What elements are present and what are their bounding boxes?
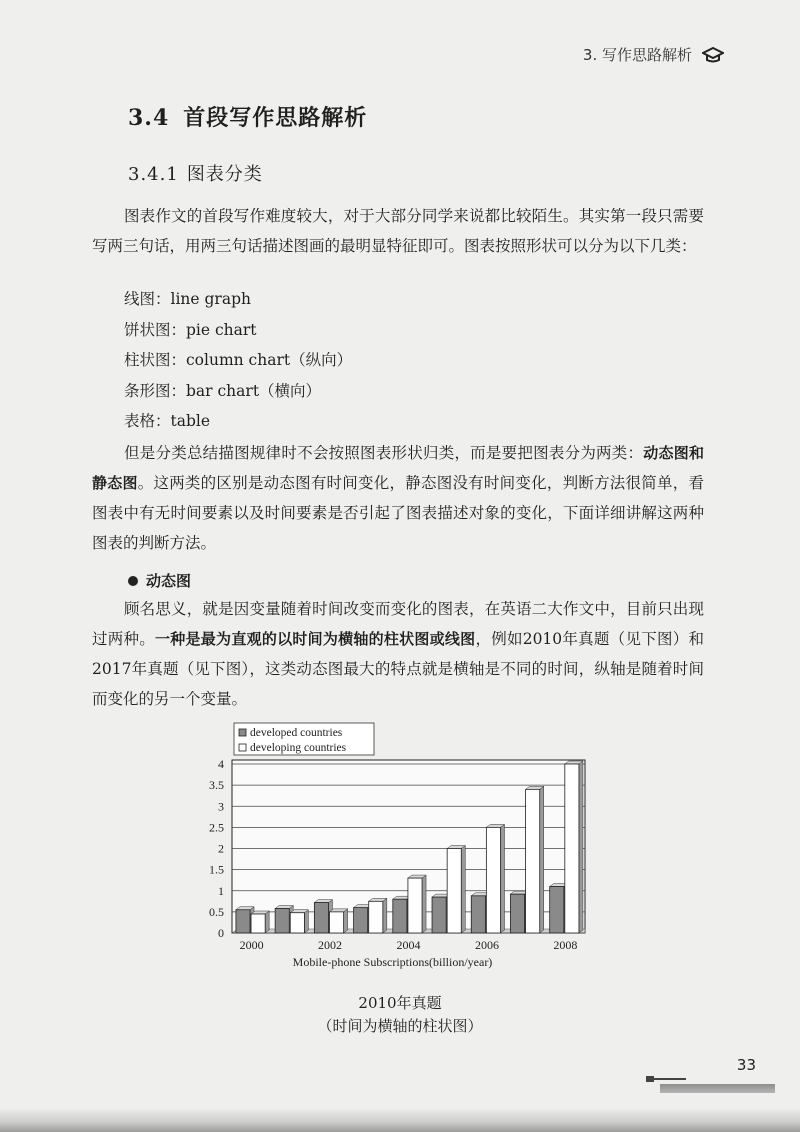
bar-developed: [510, 894, 524, 933]
x-tick-label: 2002: [318, 938, 343, 952]
paragraph-text: ，例如2010年真题（见下图）和2017年真题（见下图），这类动态图最大的特点就是横轴是不同的时间，纵轴是随着时间而变化的另一个变量。: [92, 630, 704, 708]
bar-developed: [354, 908, 368, 933]
y-tick-label: 1: [218, 883, 224, 898]
bar-developed: [471, 896, 485, 933]
bar-developed: [393, 899, 407, 933]
x-tick-label: 2004: [396, 938, 421, 952]
bar-developing: [290, 913, 304, 933]
figure-subcaption: （时间为横轴的柱状图）: [317, 1017, 483, 1035]
paragraph-classification: [92, 438, 704, 558]
x-tick-label: 2000: [239, 938, 264, 952]
bullet-heading: [128, 570, 191, 591]
legend-label: developing countries: [250, 742, 347, 754]
running-title: 3. 写作思路解析: [582, 46, 692, 64]
subsection-number: 3.4.1: [128, 164, 179, 185]
section-title: [128, 101, 367, 132]
bar-developed: [236, 910, 250, 933]
bar-side: [383, 898, 387, 933]
bar-side: [265, 911, 269, 933]
paragraph-text: 但是分类总结描图规律时不会按照图表形状归类，而是要把图表分为两类：: [124, 444, 644, 462]
x-tick-label: 2008: [553, 938, 578, 952]
bar-side: [344, 909, 348, 933]
subsection-title-text: 图表分类: [186, 164, 263, 185]
bar-developed: [432, 897, 446, 933]
bar-side: [461, 846, 465, 934]
y-tick-label: 3.5: [209, 778, 224, 793]
paragraph-text: 。这两类的区别是动态图有时间变化，静态图没有时间变化，判断方法很简单，看图表中有无时间要素以及时间要素是否引起了图表描述对象的变化，下面详细讲解这两种图表的判断方法。: [92, 474, 704, 552]
list-item: 饼状图：pie chart: [124, 320, 257, 339]
graduation-cap-icon: [702, 46, 724, 64]
y-tick-label: 0.5: [209, 904, 224, 919]
bar-developing: [369, 901, 383, 933]
paragraph-intro: 图表作文的首段写作难度较大，对于大部分同学来说都比较陌生。其实第一段只需要写两三句话，用两三句话描述图画的最明显特征即可。图表按照形状可以分为以下几类：: [92, 207, 704, 255]
y-tick-label: 1.5: [209, 862, 224, 877]
y-tick-label: 2: [218, 841, 224, 856]
bar-side: [422, 875, 426, 933]
list-item: 条形图：bar chart（横向）: [124, 381, 322, 400]
bold-term: 动态图和静态图: [92, 444, 704, 492]
bold-term: 一种是最为直观的以时间为横轴的柱状图或线图: [155, 630, 476, 648]
chart-svg: [200, 720, 600, 970]
list-item: 线图：line graph: [124, 290, 251, 308]
figure-caption: 2010年真题: [358, 994, 442, 1012]
bar-developing: [251, 914, 265, 933]
bar-developing: [526, 789, 540, 933]
paragraph-dynamic: [92, 594, 704, 714]
y-tick-label: 3: [218, 799, 224, 814]
bar-side: [304, 910, 308, 933]
bar-side: [579, 761, 583, 933]
legend-swatch: [239, 729, 246, 736]
bar-developing: [408, 878, 422, 933]
bar-developing: [565, 764, 579, 933]
running-head: [583, 44, 724, 65]
bar-developing: [447, 849, 461, 934]
scan-shadow: [0, 1108, 800, 1132]
bar-developing: [329, 912, 343, 933]
section-number: 3.4: [128, 105, 170, 131]
bar-side: [540, 786, 544, 933]
page-number: 33: [736, 1056, 756, 1074]
footer-bar: [660, 1084, 775, 1093]
bullet-text: 动态图: [146, 572, 192, 590]
legend-label: developed countries: [250, 727, 343, 739]
list-item: 表格：table: [124, 412, 211, 430]
subsection-title: [128, 160, 263, 186]
y-tick-label: 4: [218, 757, 224, 771]
chart-type-list: [124, 284, 352, 437]
y-tick-label: 2.5: [209, 820, 224, 835]
paragraph-text: 顾名思义，就是因变量随着时间改变而变化的图表，在英语二大作文中，目前只出现过两种。: [92, 600, 704, 648]
bar-developed: [275, 908, 289, 933]
legend-swatch: [239, 744, 246, 751]
section-title-text: 首段写作思路解析: [183, 105, 368, 131]
bullet-dot-icon: [128, 576, 138, 586]
bar-side: [500, 824, 504, 933]
footer-rule: [646, 1078, 686, 1080]
bar-chart: [200, 720, 600, 970]
y-tick-label: 0: [218, 926, 224, 940]
x-tick-label: 2006: [474, 938, 499, 952]
bar-developed: [314, 903, 328, 933]
bar-developing: [486, 827, 500, 933]
x-axis-label: Mobile-phone Subscriptions(billion/year): [292, 955, 493, 969]
list-item: 柱状图：column chart（纵向）: [124, 351, 353, 369]
bar-developed: [550, 887, 564, 933]
